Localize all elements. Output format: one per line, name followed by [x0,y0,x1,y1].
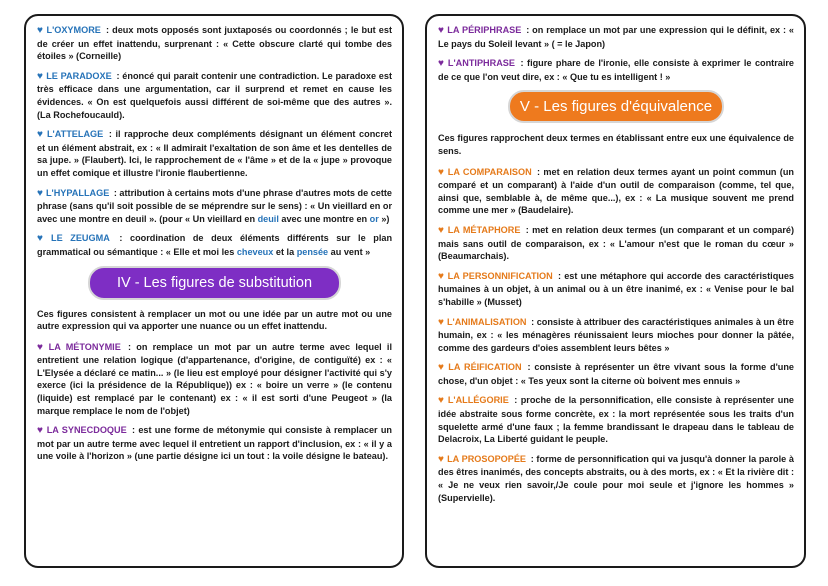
heart-icon: ♥ [438,224,445,236]
definition-zeugma: : coordination de deux éléments différents sur le plan grammatical ou sémantique : « Elle et moi les [37,233,393,257]
section-intro-equivalence: Ces figures rapprochent deux termes en établissant entre eux une équivalence de sens. [438,133,794,156]
keyword-or: or [369,213,379,224]
keyword-deuil: deuil [257,213,279,224]
definition-personnification: : est une métaphore qui accorde des caractéristiques humaines à un objet, à un animal ou à un être inanimé, ex : « Venise pour le bal s'habille » (Musset) [438,270,794,307]
entry-animalisation [438,316,794,355]
definition-hypallage: : attribution à certains mots d'une phrase d'autres mots de cette phrase (sans qu'il soit possible de se méprendre sur le sens) : « Un vieillard en or avec une montre en deuil ». (pour « Un vieillard en [37,187,393,224]
entry-periphrase [438,24,794,50]
definition-allegorie: : proche de la personnification, elle consiste à représenter une idée abstraite sous forme concrète, ex : la mort représentée sous les traits d'un squelette armé d'une faux ; la femme brandissant le drapeau dans le tableau de Delacroix, La Liberté guidant le peuple. [438,395,794,445]
term-paradoxe: LE PARADOXE [46,70,112,81]
heart-icon: ♥ [37,25,44,36]
heart-icon: ♥ [438,270,445,282]
term-personnification: LA PERSONNIFICATION [447,270,553,281]
heart-icon: ♥ [438,395,445,407]
entry-metaphore [438,224,794,263]
keyword-cheveux: cheveux [236,246,274,257]
definition-synecdoque: : est une forme de métonymie qui consiste à remplacer un mot par un autre terme avec lequel il entretient un rapport d'inclusion, ex : « il y a une voile à l'horizon » (une partie désigne ici un tout : la voile désigne le bateau). [37,425,393,462]
definition-antiphrase: : figure phare de l'ironie, elle consiste à exprimer le contraire de ce que l'on veut dire, ex : « Que tu es intelligent ! » [438,58,794,82]
term-oxymore: L'OXYMORE [46,25,101,35]
heart-icon: ♥ [37,187,43,199]
definition-oxymore: : deux mots opposés sont juxtaposés ou coordonnés ; le but est de créer un effet inattendu, surprenant : « Cette obscure clarté qui tombe des étoiles » (Corneille) [37,25,392,62]
entry-prosopopee [438,453,794,504]
heart-icon: ♥ [37,341,46,353]
definition-periphrase: : on remplace un mot par une expression qui le définit, ex : « Le pays du Soleil levant » ( = le Japon) [438,25,794,49]
term-metaphore: LA MÉTAPHORE [447,224,521,235]
section-banner-substitution: IV - Les figures de substitution [88,266,341,300]
definition-zeugma-end: au vent » [328,246,371,257]
heart-icon: ♥ [438,166,445,178]
entry-synecdoque [37,424,392,463]
section-intro-substitution: Ces figures consistent à remplacer un mot ou une idée par un autre mot ou une autre expression qui va apporter une nuance ou un effet inattendu. [37,308,392,332]
term-prosopopee: LA PROSOPOPÉE [447,453,527,464]
term-hypallage: L'HYPALLAGE [45,187,110,198]
left-panel [24,14,404,568]
entry-allegorie [438,394,794,445]
entry-hypallage [37,187,392,226]
term-attelage: L'ATTELAGE [46,129,104,140]
heart-icon: ♥ [37,425,44,437]
heart-icon: ♥ [438,453,445,465]
entry-oxymore [37,24,392,63]
term-zeugma: LE ZEUGMA [51,233,110,244]
entry-personnification [438,270,794,309]
right-panel [425,14,806,568]
heart-icon: ♥ [438,362,446,374]
term-periphrase: LA PÉRIPHRASE [447,25,522,35]
heart-icon: ♥ [438,25,445,36]
heart-icon: ♥ [37,233,48,245]
heart-icon: ♥ [438,316,444,328]
definition-comparaison: : met en relation deux termes ayant un point commun (un comparé et un comparant) à l'aide d'un outil de comparaison (comme, tel que, ainsi que, semblable à, de même que...), ex : « La musique souvent me prend comme une mer » (Baudelaire). [438,166,794,216]
definition-metonymie: : on remplace un mot par un autre terme avec lequel il entretient une relation logique (d'appartenance, d'origine, de contiguïté) ex : « L'Elysée a déclaré ce matin... » (le lieu est employé pour désigner l'activité qui s'y exerce (ici la présidence de la République)) ex : « boire un verre » (le contenu (liquide) est remplacé par le contenant) ex : « il est sorti d'une Peugeot » (la marque remplace le nom de l'objet) [37,341,392,416]
heart-icon: ♥ [37,70,44,82]
term-allegorie: L'ALLÉGORIE [447,395,509,406]
term-animalisation: L'ANIMALISATION [446,316,527,327]
definition-animalisation: : consiste à attribuer des caractéristiques animales à un être humain, ex : « les ménagères réunissaient leurs mioches pour donner la pâtée, comme des gardeurs d'oies assemblent leurs bêtes » [438,316,794,353]
heart-icon: ♥ [37,129,44,141]
entry-metonymie [37,341,392,418]
term-synecdoque: LA SYNECDOQUE [46,425,127,436]
entry-reification [438,361,794,387]
definition-hypallage-cont: avec une montre en [278,213,370,224]
entry-antiphrase [438,57,794,83]
term-reification: LA RÉIFICATION [448,362,522,373]
heart-icon: ♥ [438,58,445,70]
definition-reification: : consiste à représenter un être vivant sous la forme d'une chose, d'un objet : « Tes yeux sont la citerne où boivent mes ennuis » [438,362,794,386]
entry-comparaison [438,166,794,217]
section-banner-equivalence: V - Les figures d'équivalence [508,90,724,123]
definition-prosopopee: : forme de personnification qui va jusqu'à donner la parole à des êtres inanimés, des concepts abstraits, ou à des morts, ex : « Et la rivière dit : « Je ne veux rien savoir,/Je coule pour moi seule et j'ignore les hommes » (Supervielle). [438,453,794,503]
definition-paradoxe: : énoncé qui parait contenir une contradiction. Le paradoxe est très efficace dans une argumentation, car il surprend et remet en cause les évidences. « On est quelquefois aussi différent de soi-même que des autres ». (La Rochefoucauld). [37,70,392,120]
definition-zeugma-cont: et la [273,246,297,257]
entry-zeugma [37,232,392,258]
definition-hypallage-end: ») [378,213,390,224]
entry-attelage [37,128,392,179]
definition-attelage: : il rapproche deux compléments désignant un élément concret et un élément abstrait, ex : « Il admirait l'exaltation de son âme et les dentelles de sa jupe. » (Flaubert). Ici, le rapprochement de « l'âme » et de la « jupe » provoque un effet comique et illustre l'ironie flaubertienne. [37,129,393,178]
keyword-pensee: pensée [296,246,329,257]
term-metonymie: LA MÉTONYMIE [48,341,121,352]
entry-paradoxe [37,70,392,121]
term-comparaison: LA COMPARAISON [447,166,532,177]
definition-metaphore: : met en relation deux termes (un comparant et un comparé) mais sans outil de comparaison, ex : « L'amour n'est que le roman du cœur » (Beaumarchais). [438,224,795,262]
term-antiphrase: L'ANTIPHRASE [447,58,515,69]
